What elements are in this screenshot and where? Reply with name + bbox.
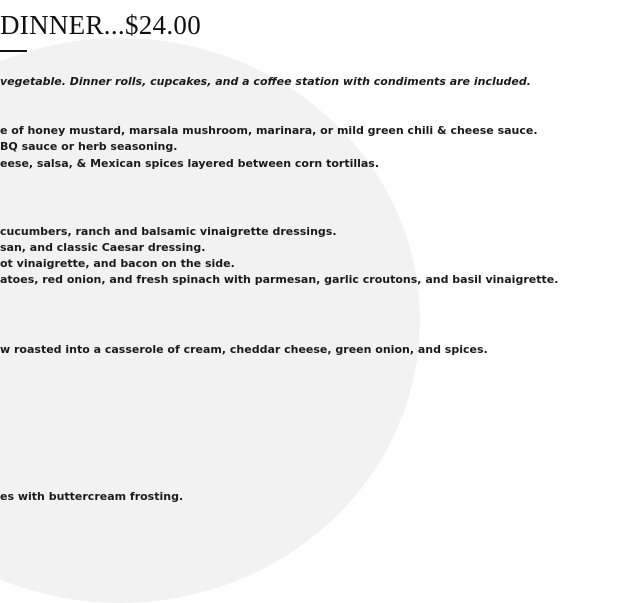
entree-line-2: BQ sauce or herb seasoning. — [0, 140, 178, 153]
page-title: DINNER...$24.00 — [0, 10, 201, 40]
side-line-1: w roasted into a casserole of cream, cheddar cheese, green onion, and spices. — [0, 343, 488, 356]
menu-intro: vegetable. Dinner rolls, cupcakes, and a coffee station with condiments are included. — [0, 75, 531, 88]
entree-line-3: eese, salsa, & Mexican spices layered between corn tortillas. — [0, 157, 380, 170]
salad-line-3: ot vinaigrette, and bacon on the side. — [0, 257, 235, 270]
scalloped-background — [0, 38, 420, 603]
title-underline — [0, 50, 27, 52]
salad-line-1: cucumbers, ranch and balsamic vinaigrette dressings. — [0, 225, 337, 238]
entree-line-1: e of honey mustard, marsala mushroom, marinara, or mild green chili & cheese sauce. — [0, 124, 538, 137]
dessert-line-1: es with buttercream frosting. — [0, 490, 184, 503]
salad-line-2: san, and classic Caesar dressing. — [0, 241, 206, 254]
salad-line-4: atoes, red onion, and fresh spinach with parmesan, garlic croutons, and basil vinaigrette. — [0, 273, 559, 286]
